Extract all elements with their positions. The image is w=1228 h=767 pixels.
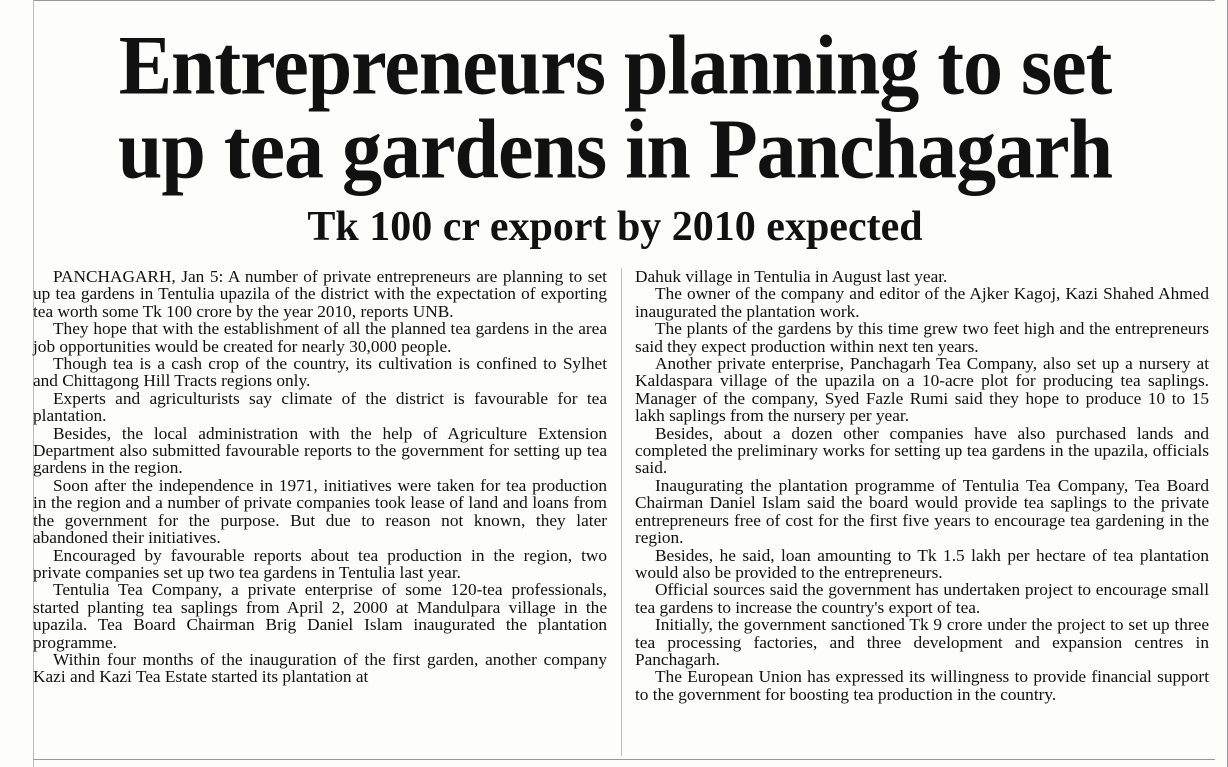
top-rule <box>33 0 1215 1</box>
paragraph: Besides, the local administration with the help of Agriculture Extension Department also submitted favourable reports to the government for setting up tea gardens in the region. <box>33 423 607 478</box>
paragraph: Besides, about a dozen other companies have also purchased lands and completed the preliminary works for setting up tea gardens in the upazila, officials said. <box>635 423 1209 478</box>
paragraph: Another private enterprise, Panchagarh Tea Company, also set up a nursery at Kaldaspara village of the upazila on a 10-acre plot for producing tea saplings. Manager of the company, Syed Fazle Rumi said they hope to produce 10 to 15 lakh saplings from the nursery per year. <box>635 354 1209 426</box>
paragraph: Encouraged by favourable reports about tea production in the region, two private companies set up two tea gardens in Tentulia last year. <box>33 545 607 582</box>
paragraph: Initially, the government sanctioned Tk 9 crore under the project to set up three tea processing factories, and three development and expansion centres in Panchagarh. <box>635 615 1209 669</box>
paragraph: They hope that with the establishment of all the planned tea gardens in the area job opportunities would be created for nearly 30,000 people. <box>33 319 607 356</box>
paragraph: PANCHAGARH, Jan 5: A number of private entrepreneurs are planning to set up tea gardens in Tentulia upazila of the district with the expectation of exporting tea worth some Tk 100 crore by the year 2010, reports UNB. <box>33 267 607 321</box>
headline-line-1: Entrepreneurs planning to set <box>118 19 1112 113</box>
paragraph: Though tea is a cash crop of the country, its cultivation is confined to Sylhet and Chittagong Hill Tracts regions only. <box>33 354 607 391</box>
paragraph: The European Union has expressed its willingness to provide financial support to the government for boosting tea production in the country. <box>635 667 1209 704</box>
paragraph: Inaugurating the plantation programme of Tentulia Tea Company, Tea Board Chairman Daniel Islam said the board would provide tea saplings to the private entrepreneurs free of cost for the first five years to encourage tea gardening in the region. <box>635 475 1209 548</box>
paragraph: The owner of the company and editor of the Ajker Kagoj, Kazi Shahed Ahmed inaugurated the plantation work. <box>635 284 1209 321</box>
bottom-rule <box>33 759 1215 760</box>
paragraph: Experts and agriculturists say climate of the district is favourable for tea plantation. <box>33 388 607 426</box>
paragraph: The plants of the gardens by this time grew two feet high and the entrepreneurs said they expect production within next ten years. <box>635 319 1209 356</box>
column-divider <box>621 268 622 756</box>
article-column-right <box>635 268 1209 703</box>
paragraph: Official sources said the government has undertaken project to encourage small tea gardens to increase the country's export of tea. <box>635 580 1209 617</box>
paragraph-continuation: Dahuk village in Tentulia in August last year. <box>635 267 948 286</box>
paragraph: Tentulia Tea Company, a private enterprise of some 120-tea professionals, started planting tea saplings from April 2, 2000 at Mandulpara village in the upazila. Tea Board Chairman Brig Daniel Islam inaugurated the plantation programme. <box>33 580 607 652</box>
paragraph: Within four months of the inauguration of the first garden, another company Kazi and Kazi Tea Estate started its plantation at <box>33 649 607 687</box>
paragraph: Soon after the independence in 1971, initiatives were taken for tea production in the region and a number of private companies took lease of land and loans from the government for the purpose. But due to reason not known, they later abandoned their initiatives. <box>33 475 607 548</box>
article-column-left <box>33 268 607 686</box>
paragraph: Besides, he said, loan amounting to Tk 1.5 lakh per hectare of tea plantation would also be provided to the entrepreneurs. <box>635 545 1209 582</box>
headline-line-2: up tea gardens in Panchagarh <box>117 103 1113 197</box>
subheadline: Tk 100 cr export by 2010 expected <box>307 204 923 250</box>
